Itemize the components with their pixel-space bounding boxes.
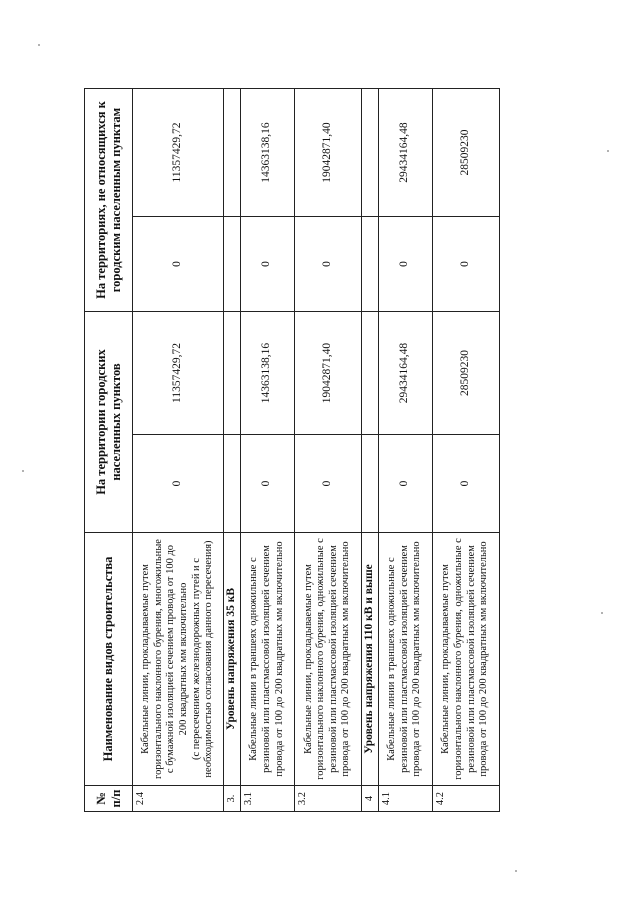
table-row: [240, 89, 294, 812]
cell-rural-1: 0: [240, 217, 294, 312]
cell-urban-2: 11357429,72: [133, 312, 224, 435]
cell-rural-1: 0: [378, 217, 432, 312]
scan-speck: [515, 870, 517, 872]
header-num: № п/п: [85, 786, 133, 812]
row-name: Кабельные линии, прокладываемые путем горизонтального наклонного бурения, одножильные с резиновой или пластмассовой изоляцией сечением провода от 100 до 200 квадратных мм включительно: [294, 533, 361, 786]
header-urban: На территории городских населенных пунктов: [85, 312, 133, 533]
section-row: [224, 89, 241, 812]
cell-urban-1: 0: [378, 435, 432, 533]
cell-urban-2: 19042871,40: [294, 312, 361, 435]
row-name: Кабельные линии в траншеях одножильные с резиновой или пластмассовой изоляцией сечением провода от 100 до 200 квадратных мм включительно: [240, 533, 294, 786]
empty-cell: [361, 312, 378, 435]
row-name-main: Кабельные линии, прокладываемые путем горизонтального наклонного бурения, многожильные с бумажной изоляцией сечением провода от 100 до 200 квадратных мм включительно: [140, 539, 189, 779]
cell-rural-2: 11357429,72: [133, 89, 224, 217]
empty-cell: [361, 89, 378, 217]
scan-speck: [38, 44, 40, 46]
row-number: 3.2: [294, 786, 361, 812]
cell-rural-1: 0: [432, 217, 499, 312]
table-row: [432, 89, 499, 812]
cell-urban-1: 0: [294, 435, 361, 533]
section-number: 4: [361, 786, 378, 812]
table-row: [378, 89, 432, 812]
empty-cell: [224, 217, 241, 312]
cell-urban-1: 0: [133, 435, 224, 533]
header-name: Наименование видов строительства: [85, 533, 133, 786]
cell-urban-2: 28509230: [432, 312, 499, 435]
empty-cell: [224, 435, 241, 533]
section-number: 3.: [224, 786, 241, 812]
header-rural: На территориях, не относящихся к городским населенным пунктам: [85, 89, 133, 312]
scan-speck: [601, 612, 603, 614]
row-name: Кабельные линии в траншеях одножильные с резиновой или пластмассовой изоляцией сечением провода от 100 до 200 квадратных мм включительно: [378, 533, 432, 786]
empty-cell: [361, 217, 378, 312]
section-title: Уровень напряжения 35 кВ: [224, 533, 241, 786]
row-name-note: (с пересечением железнодорожных путей и с необходимостью согласования данного пересечения): [190, 540, 215, 778]
row-number: 4.2: [432, 786, 499, 812]
row-number: 3.1: [240, 786, 294, 812]
section-title: Уровень напряжения 110 кВ и выше: [361, 533, 378, 786]
header-row: [85, 89, 133, 812]
cell-rural-2: 28509230: [432, 89, 499, 217]
row-name: [133, 533, 224, 786]
empty-cell: [224, 89, 241, 217]
cell-rural-1: 0: [133, 217, 224, 312]
cell-urban-1: 0: [240, 435, 294, 533]
construction-cost-table: [84, 88, 500, 812]
scan-speck: [607, 150, 609, 152]
cell-rural-2: 19042871,40: [294, 89, 361, 217]
table-row: [133, 89, 224, 812]
section-row: [361, 89, 378, 812]
cell-urban-1: 0: [432, 435, 499, 533]
empty-cell: [361, 435, 378, 533]
table-row: [294, 89, 361, 812]
row-number: 2.4: [133, 786, 224, 812]
cell-urban-2: 14363138,16: [240, 312, 294, 435]
row-number: 4.1: [378, 786, 432, 812]
empty-cell: [224, 312, 241, 435]
scan-speck: [22, 470, 24, 472]
cell-rural-2: 29434164,48: [378, 89, 432, 217]
cell-rural-1: 0: [294, 217, 361, 312]
cell-urban-2: 29434164,48: [378, 312, 432, 435]
rotated-table-page: [84, 89, 490, 812]
cell-rural-2: 14363138,16: [240, 89, 294, 217]
row-name: Кабельные линии, прокладываемые путем горизонтального наклонного бурения, одножильные с резиновой или пластмассовой изоляцией сечением провода от 100 до 200 квадратных мм включительно: [432, 533, 499, 786]
